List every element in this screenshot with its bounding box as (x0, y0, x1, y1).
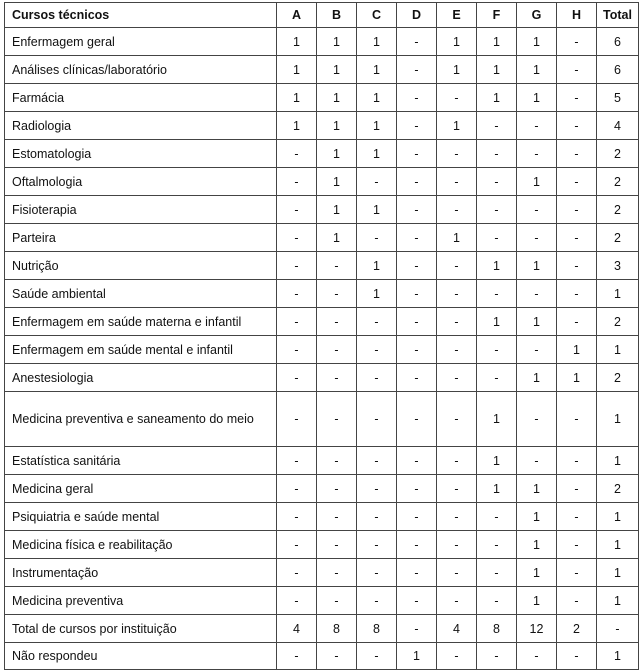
value-cell: 1 (357, 196, 397, 224)
course-name-cell: Medicina geral (5, 475, 277, 503)
value-cell: - (477, 168, 517, 196)
value-cell: - (557, 643, 597, 670)
value-cell: - (277, 308, 317, 336)
value-cell: - (277, 224, 317, 252)
value-cell: - (397, 28, 437, 56)
value-cell: 1 (277, 56, 317, 84)
value-cell: - (357, 364, 397, 392)
value-cell: - (277, 140, 317, 168)
table-row (5, 224, 639, 252)
header-row (5, 3, 639, 28)
value-cell: - (477, 531, 517, 559)
value-cell: - (557, 84, 597, 112)
value-cell: - (397, 84, 437, 112)
value-cell: 1 (517, 531, 557, 559)
value-cell: 2 (597, 308, 639, 336)
table-row (5, 503, 639, 531)
table-row (5, 308, 639, 336)
table-row (5, 28, 639, 56)
value-cell: 2 (597, 168, 639, 196)
value-cell: 1 (477, 308, 517, 336)
value-cell: 4 (437, 615, 477, 643)
value-cell: 1 (557, 364, 597, 392)
value-cell: 1 (477, 84, 517, 112)
value-cell: - (357, 559, 397, 587)
value-cell: 1 (477, 392, 517, 447)
value-cell: - (437, 643, 477, 670)
value-cell: - (357, 447, 397, 475)
course-name-cell: Saúde ambiental (5, 280, 277, 308)
value-cell: - (317, 252, 357, 280)
table-body (5, 28, 639, 670)
value-cell: 1 (357, 84, 397, 112)
value-cell: - (277, 475, 317, 503)
header-cell: G (517, 3, 557, 28)
value-cell: - (317, 364, 357, 392)
value-cell: - (557, 56, 597, 84)
value-cell: - (557, 475, 597, 503)
value-cell: - (317, 392, 357, 447)
value-cell: 1 (357, 56, 397, 84)
value-cell: 1 (517, 503, 557, 531)
value-cell: 1 (597, 336, 639, 364)
value-cell: - (357, 168, 397, 196)
value-cell: - (317, 447, 357, 475)
course-name-cell: Estatística sanitária (5, 447, 277, 475)
value-cell: - (437, 196, 477, 224)
value-cell: - (557, 531, 597, 559)
value-cell: 2 (597, 140, 639, 168)
value-cell: - (557, 503, 597, 531)
value-cell: 1 (357, 280, 397, 308)
value-cell: 1 (277, 112, 317, 140)
header-cell: Cursos técnicos (5, 3, 277, 28)
value-cell: - (317, 531, 357, 559)
value-cell: 1 (597, 392, 639, 447)
value-cell: 4 (597, 112, 639, 140)
course-name-cell: Medicina física e reabilitação (5, 531, 277, 559)
table-row (5, 252, 639, 280)
value-cell: 1 (317, 140, 357, 168)
table-row (5, 280, 639, 308)
value-cell: - (477, 559, 517, 587)
value-cell: - (397, 196, 437, 224)
value-cell: - (477, 364, 517, 392)
total-row (5, 615, 639, 643)
value-cell: 1 (437, 28, 477, 56)
value-cell: 1 (597, 503, 639, 531)
value-cell: 1 (477, 56, 517, 84)
value-cell: - (317, 643, 357, 670)
value-cell: - (397, 447, 437, 475)
courses-table (4, 2, 639, 670)
value-cell: 1 (597, 531, 639, 559)
value-cell: - (517, 643, 557, 670)
course-name-cell: Enfermagem em saúde materna e infantil (5, 308, 277, 336)
value-cell: - (557, 587, 597, 615)
value-cell: 2 (597, 475, 639, 503)
value-cell: - (477, 643, 517, 670)
value-cell: 1 (597, 280, 639, 308)
value-cell: - (357, 308, 397, 336)
value-cell: 2 (597, 364, 639, 392)
value-cell: - (277, 336, 317, 364)
value-cell: 1 (477, 252, 517, 280)
value-cell: 2 (597, 196, 639, 224)
value-cell: - (357, 336, 397, 364)
value-cell: - (437, 587, 477, 615)
value-cell: 1 (597, 447, 639, 475)
value-cell: - (397, 475, 437, 503)
course-name-cell: Fisioterapia (5, 196, 277, 224)
course-name-cell: Estomatologia (5, 140, 277, 168)
value-cell: 1 (437, 112, 477, 140)
value-cell: - (397, 280, 437, 308)
value-cell: - (437, 140, 477, 168)
value-cell: - (557, 196, 597, 224)
course-name-cell: Análises clínicas/laboratório (5, 56, 277, 84)
value-cell: - (477, 336, 517, 364)
value-cell: - (277, 168, 317, 196)
value-cell: 1 (357, 112, 397, 140)
value-cell: - (277, 364, 317, 392)
value-cell: - (437, 503, 477, 531)
course-name-cell: Parteira (5, 224, 277, 252)
value-cell: 5 (597, 84, 639, 112)
value-cell: - (557, 308, 597, 336)
value-cell: - (317, 280, 357, 308)
table-row (5, 559, 639, 587)
value-cell: - (437, 364, 477, 392)
value-cell: - (397, 531, 437, 559)
value-cell: - (277, 447, 317, 475)
value-cell: 8 (317, 615, 357, 643)
value-cell: - (357, 531, 397, 559)
course-name-cell: Medicina preventiva (5, 587, 277, 615)
value-cell: - (517, 140, 557, 168)
value-cell: - (557, 280, 597, 308)
value-cell: - (317, 587, 357, 615)
table-row (5, 168, 639, 196)
value-cell: 1 (597, 559, 639, 587)
value-cell: 2 (597, 224, 639, 252)
value-cell: - (397, 112, 437, 140)
value-cell: 1 (517, 587, 557, 615)
value-cell: 1 (517, 308, 557, 336)
value-cell: - (517, 196, 557, 224)
value-cell: - (517, 392, 557, 447)
value-cell: - (357, 503, 397, 531)
value-cell: 6 (597, 56, 639, 84)
value-cell: - (557, 112, 597, 140)
value-cell: 8 (477, 615, 517, 643)
course-name-cell: Instrumentação (5, 559, 277, 587)
value-cell: 1 (357, 140, 397, 168)
value-cell: - (397, 587, 437, 615)
value-cell: 12 (517, 615, 557, 643)
course-name-cell: Radiologia (5, 112, 277, 140)
no-response-row (5, 643, 639, 670)
value-cell: - (437, 84, 477, 112)
value-cell: - (397, 308, 437, 336)
value-cell: - (357, 224, 397, 252)
course-name-cell: Oftalmologia (5, 168, 277, 196)
value-cell: 1 (317, 112, 357, 140)
value-cell: - (317, 475, 357, 503)
value-cell: - (477, 503, 517, 531)
value-cell: - (517, 447, 557, 475)
value-cell: 1 (517, 364, 557, 392)
header-cell: E (437, 3, 477, 28)
value-cell: 1 (517, 84, 557, 112)
value-cell: - (437, 252, 477, 280)
value-cell: 1 (477, 28, 517, 56)
course-name-cell: Enfermagem geral (5, 28, 277, 56)
value-cell: 1 (437, 224, 477, 252)
course-name-cell: Medicina preventiva e saneamento do meio (5, 392, 277, 447)
value-cell: 8 (357, 615, 397, 643)
header-cell: F (477, 3, 517, 28)
value-cell: - (557, 559, 597, 587)
value-cell: - (557, 28, 597, 56)
value-cell: - (277, 280, 317, 308)
course-name-cell: Não respondeu (5, 643, 277, 670)
course-name-cell: Farmácia (5, 84, 277, 112)
value-cell: - (397, 252, 437, 280)
value-cell: - (477, 196, 517, 224)
value-cell: - (437, 280, 477, 308)
value-cell: - (277, 503, 317, 531)
value-cell: 1 (317, 56, 357, 84)
course-name-cell: Total de cursos por instituição (5, 615, 277, 643)
table-row (5, 84, 639, 112)
value-cell: - (277, 531, 317, 559)
value-cell: - (477, 280, 517, 308)
value-cell: 1 (317, 224, 357, 252)
value-cell: 1 (517, 559, 557, 587)
value-cell: 1 (357, 252, 397, 280)
table-row (5, 364, 639, 392)
value-cell: - (437, 308, 477, 336)
table-row (5, 140, 639, 168)
value-cell: - (397, 615, 437, 643)
value-cell: 1 (277, 84, 317, 112)
course-name-cell: Psiquiatria e saúde mental (5, 503, 277, 531)
value-cell: - (277, 643, 317, 670)
value-cell: - (277, 196, 317, 224)
value-cell: - (517, 280, 557, 308)
value-cell: 4 (277, 615, 317, 643)
value-cell: 2 (557, 615, 597, 643)
value-cell: - (557, 168, 597, 196)
value-cell: - (277, 559, 317, 587)
value-cell: - (357, 475, 397, 503)
value-cell: 1 (517, 168, 557, 196)
value-cell: 1 (397, 643, 437, 670)
header-cell: C (357, 3, 397, 28)
table-row (5, 587, 639, 615)
table-row (5, 447, 639, 475)
value-cell: 1 (317, 196, 357, 224)
value-cell: - (437, 447, 477, 475)
table-row (5, 336, 639, 364)
value-cell: 1 (317, 28, 357, 56)
value-cell: - (517, 224, 557, 252)
value-cell: - (557, 224, 597, 252)
header-cell: B (317, 3, 357, 28)
header-cell: Total (597, 3, 639, 28)
value-cell: - (317, 336, 357, 364)
value-cell: - (397, 364, 437, 392)
value-cell: - (397, 168, 437, 196)
value-cell: - (477, 112, 517, 140)
table-row (5, 112, 639, 140)
value-cell: - (317, 503, 357, 531)
value-cell: 1 (517, 28, 557, 56)
value-cell: 1 (277, 28, 317, 56)
table-row (5, 475, 639, 503)
value-cell: - (477, 224, 517, 252)
value-cell: - (277, 392, 317, 447)
value-cell: - (397, 56, 437, 84)
value-cell: - (517, 112, 557, 140)
value-cell: 1 (357, 28, 397, 56)
value-cell: - (397, 336, 437, 364)
value-cell: - (397, 224, 437, 252)
value-cell: - (437, 475, 477, 503)
value-cell: - (437, 168, 477, 196)
value-cell: 1 (517, 252, 557, 280)
value-cell: - (317, 559, 357, 587)
course-name-cell: Nutrição (5, 252, 277, 280)
value-cell: - (477, 140, 517, 168)
value-cell: - (357, 587, 397, 615)
value-cell: - (437, 531, 477, 559)
value-cell: - (437, 392, 477, 447)
value-cell: - (437, 559, 477, 587)
value-cell: - (277, 252, 317, 280)
value-cell: - (557, 392, 597, 447)
course-name-cell: Anestesiologia (5, 364, 277, 392)
value-cell: 1 (437, 56, 477, 84)
value-cell: - (357, 643, 397, 670)
value-cell: - (397, 559, 437, 587)
table-row (5, 531, 639, 559)
value-cell: 1 (557, 336, 597, 364)
value-cell: - (357, 392, 397, 447)
value-cell: - (517, 336, 557, 364)
value-cell: - (557, 447, 597, 475)
table-row (5, 392, 639, 447)
value-cell: 6 (597, 28, 639, 56)
value-cell: 3 (597, 252, 639, 280)
value-cell: - (437, 336, 477, 364)
header-cell: D (397, 3, 437, 28)
header-cell: H (557, 3, 597, 28)
value-cell: 1 (317, 84, 357, 112)
value-cell: - (397, 392, 437, 447)
value-cell: 1 (517, 56, 557, 84)
value-cell: - (277, 587, 317, 615)
table-row (5, 196, 639, 224)
value-cell: - (397, 140, 437, 168)
value-cell: 1 (597, 587, 639, 615)
value-cell: 1 (317, 168, 357, 196)
value-cell: 1 (477, 475, 517, 503)
value-cell: - (557, 140, 597, 168)
value-cell: - (397, 503, 437, 531)
value-cell: - (477, 587, 517, 615)
value-cell: - (317, 308, 357, 336)
table-row (5, 56, 639, 84)
value-cell: 1 (477, 447, 517, 475)
header-cell: A (277, 3, 317, 28)
value-cell: 1 (517, 475, 557, 503)
value-cell: 1 (597, 643, 639, 670)
value-cell: - (557, 252, 597, 280)
course-name-cell: Enfermagem em saúde mental e infantil (5, 336, 277, 364)
value-cell: - (597, 615, 639, 643)
